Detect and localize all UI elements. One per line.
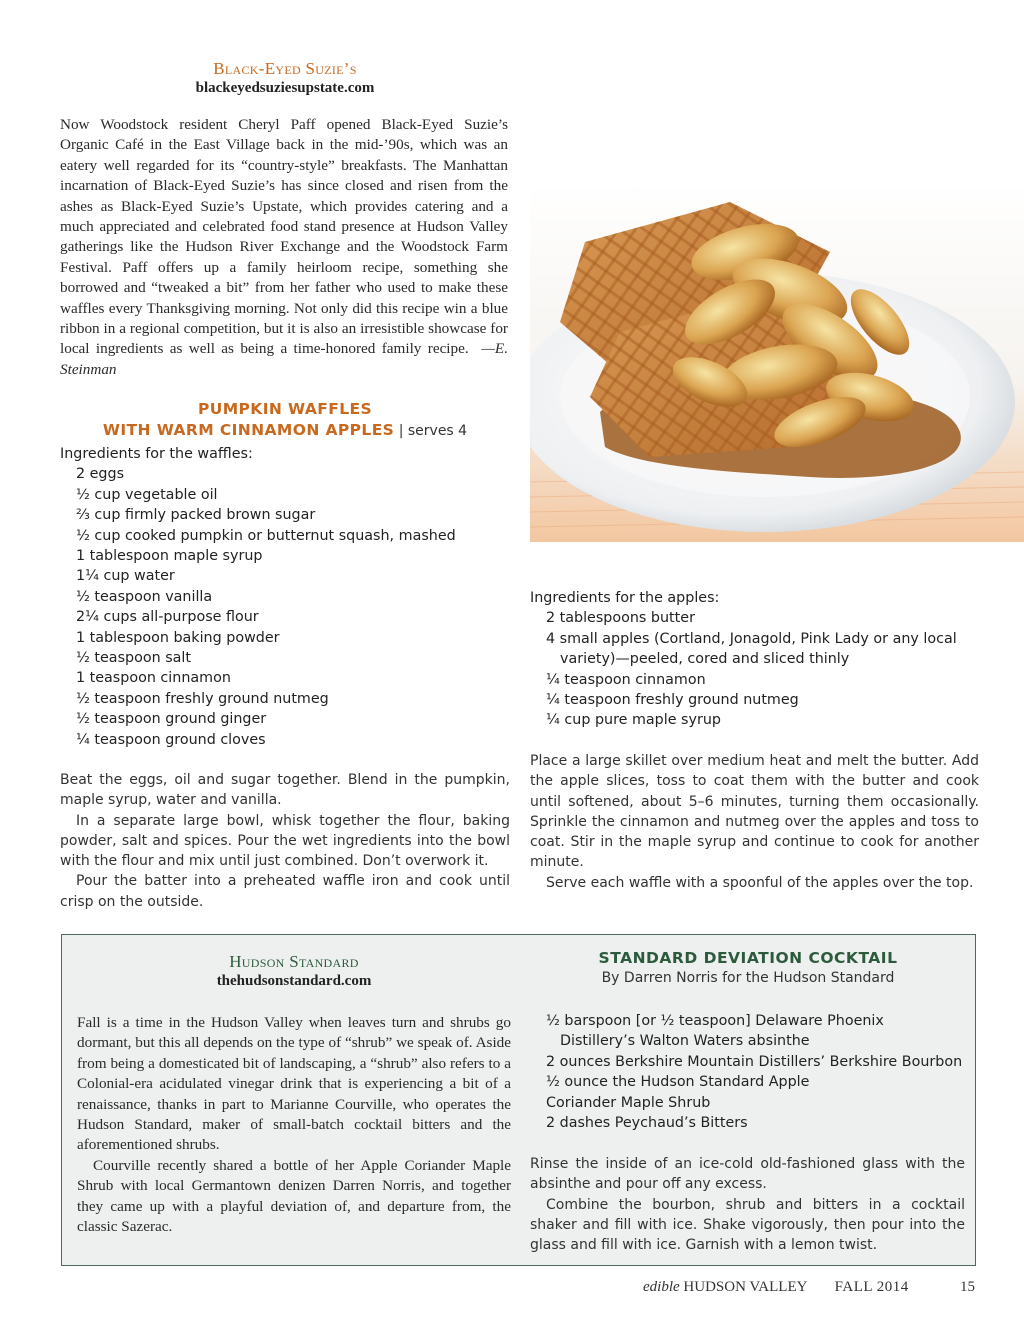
waffle-method-step: In a separate large bowl, whisk together the flour, baking powder, salt and spices. Pour the wet ingredients into the bowl with the flour and mix until just combined. Don’t overwork it. bbox=[60, 812, 510, 870]
intro-credit: —E. Steinman bbox=[60, 340, 508, 378]
list-item: 2 dashes Peychaud’s Bitters bbox=[546, 1115, 748, 1132]
list-item: ¼ teaspoon freshly ground nutmeg bbox=[546, 692, 799, 709]
cocktail-title: STANDARD DEVIATION COCKTAIL bbox=[598, 949, 898, 967]
waffle-method-step: Beat the eggs, oil and sugar together. Blend in the pumpkin, maple syrup, water and vanilla. bbox=[60, 772, 510, 809]
cocktail-byline: By Darren Norris for the Hudson Standard bbox=[601, 970, 895, 986]
page-number: 15 bbox=[960, 1279, 975, 1295]
apple-ingredients bbox=[530, 588, 990, 731]
list-item: 1 tablespoon maple syrup bbox=[76, 548, 263, 565]
waffle-method-step: Pour the batter into a preheated waffle iron and cook until crisp on the outside. bbox=[60, 873, 510, 910]
list-item: 1 tablespoon baking powder bbox=[76, 629, 280, 646]
waffle-method bbox=[60, 770, 510, 912]
list-item: 2¼ cups all-purpose flour bbox=[76, 609, 259, 626]
list-item: ½ teaspoon freshly ground nutmeg bbox=[76, 690, 329, 707]
cocktail-ingredients bbox=[530, 1011, 970, 1133]
list-item: 2 tablespoons butter bbox=[546, 610, 695, 627]
apple-method-step: Serve each waffle with a spoonful of the apples over the top. bbox=[546, 874, 974, 891]
issue-season: FALL 2014 bbox=[834, 1279, 909, 1295]
cocktail-method-step: Rinse the inside of an ice-cold old-fashioned glass with the absinthe and pour off any excess. bbox=[530, 1156, 965, 1193]
list-item: ½ teaspoon ground ginger bbox=[76, 711, 267, 728]
cocktail-method-step: Combine the bourbon, shrub and bitters in a cocktail shaker and fill with ice. Shake vigorously, then pour into the glass and fill with ice. Garnish with a lemon twist. bbox=[530, 1196, 965, 1254]
hudson-standard-paragraph: Courville recently shared a bottle of her Apple Coriander Maple Shrub with local Germantown denizen Darren Norris, and together they came up with a playful deviation of, and departure from, the classic Sazerac. bbox=[77, 1156, 511, 1236]
list-item: 2 ounces Berkshire Mountain Distillers’ Berkshire Bourbon bbox=[546, 1053, 963, 1070]
list-item: 1¼ cup water bbox=[76, 568, 175, 585]
restaurant-url[interactable]: blackeyedsuziesupstate.com bbox=[195, 80, 375, 96]
list-item: ½ teaspoon salt bbox=[76, 650, 191, 667]
list-item: ¼ teaspoon cinnamon bbox=[546, 671, 706, 688]
list-item: ⅔ cup firmly packed brown sugar bbox=[76, 507, 316, 524]
list-item: ¼ teaspoon ground cloves bbox=[76, 731, 266, 748]
page-footer bbox=[643, 1279, 909, 1296]
intro-paragraph bbox=[60, 115, 508, 380]
list-item: ¼ cup pure maple syrup bbox=[546, 712, 721, 729]
apple-ingredients-heading: Ingredients for the apples: bbox=[530, 590, 720, 606]
list-item: ½ cup cooked pumpkin or butternut squash, mashed bbox=[76, 527, 456, 544]
waffle-ingredients-heading: Ingredients for the waffles: bbox=[60, 446, 253, 462]
list-item: ½ teaspoon vanilla bbox=[76, 588, 213, 605]
list-item: Coriander Maple Shrub bbox=[546, 1094, 711, 1111]
list-item: ½ ounce the Hudson Standard Apple bbox=[546, 1074, 810, 1091]
waffle-with-apples-photo bbox=[530, 182, 1024, 542]
hudson-standard-url[interactable]: thehudsonstandard.com bbox=[216, 973, 372, 989]
list-item: 4 small apples (Cortland, Jonagold, Pink Lady or any local bbox=[546, 630, 957, 647]
magazine-edible: edible bbox=[643, 1279, 680, 1295]
apple-method-step: Place a large skillet over medium heat and melt the butter. Add the apple slices, toss to coat them with the butter and cook until softened, about 5–6 minutes, turning them occasionally. Sprinkle the cinnamon and nutmeg over the apples and toss to coat. Stir in the maple syrup and continue to cook for another minute. bbox=[530, 753, 979, 871]
list-item: ½ cup vegetable oil bbox=[76, 486, 218, 503]
recipe-title bbox=[60, 399, 510, 442]
recipe-title-line2: WITH WARM CINNAMON APPLES bbox=[102, 421, 395, 439]
recipe-title-line1: PUMPKIN WAFFLES bbox=[197, 400, 373, 418]
magazine-region: HUDSON VALLEY bbox=[683, 1279, 807, 1295]
waffle-ingredients bbox=[60, 444, 510, 750]
list-item: variety)—peeled, cored and sliced thinly bbox=[560, 651, 850, 668]
list-item: 1 teaspoon cinnamon bbox=[76, 670, 231, 687]
hudson-standard-name: Hudson Standard bbox=[229, 952, 359, 971]
recipe-separator: | bbox=[394, 423, 408, 439]
apple-method bbox=[530, 751, 979, 893]
cocktail-method bbox=[530, 1154, 965, 1255]
recipe-serves: serves 4 bbox=[407, 423, 468, 439]
hudson-standard-paragraph: Fall is a time in the Hudson Valley when leaves turn and shrubs go dormant, but this all depends on the type of “shrub” we speak of. Aside from being a domesticated bit of landscaping, a “shrub” also refers to a Colonial-era acidulated vinegar drink that is experiencing a bit of a renaissance, thanks in part to Marianne Courville, who operates the Hudson Standard, maker of small-batch cocktail bitters and the aforementioned shrubs. bbox=[77, 1014, 511, 1154]
list-item: ½ barspoon [or ½ teaspoon] Delaware Phoenix bbox=[546, 1013, 884, 1029]
intro-text: Now Woodstock resident Cheryl Paff opened Black-Eyed Suzie’s Organic Café in the East Village back in the mid-’90s, which was an eatery well regarded for its “country-style” breakfasts. The Manhattan incarnation of Black-Eyed Suzie’s has since closed and risen from the ashes as Black-Eyed Suzie’s Upstate, which provides catering and a much appreciated and celebrated food stand presence at Hudson Valley gatherings like the Hudson River Exchange and the Woodstock Farm Festival. Paff offers up a family heirloom recipe, something she borrowed and “tweaked a bit” from her father who used to make these waffles every Thanksgiving morning. Not only did this recipe win a blue ribbon in a regional competition, but it is also an irresistible showcase for local ingredients as well as being a time-honored family recipe. bbox=[60, 116, 508, 358]
restaurant-name: Black-Eyed Suzie’s bbox=[213, 59, 357, 78]
hudson-standard-text bbox=[77, 1013, 511, 1237]
list-item: 2 eggs bbox=[76, 466, 125, 483]
list-item: Distillery’s Walton Waters absinthe bbox=[560, 1033, 810, 1050]
